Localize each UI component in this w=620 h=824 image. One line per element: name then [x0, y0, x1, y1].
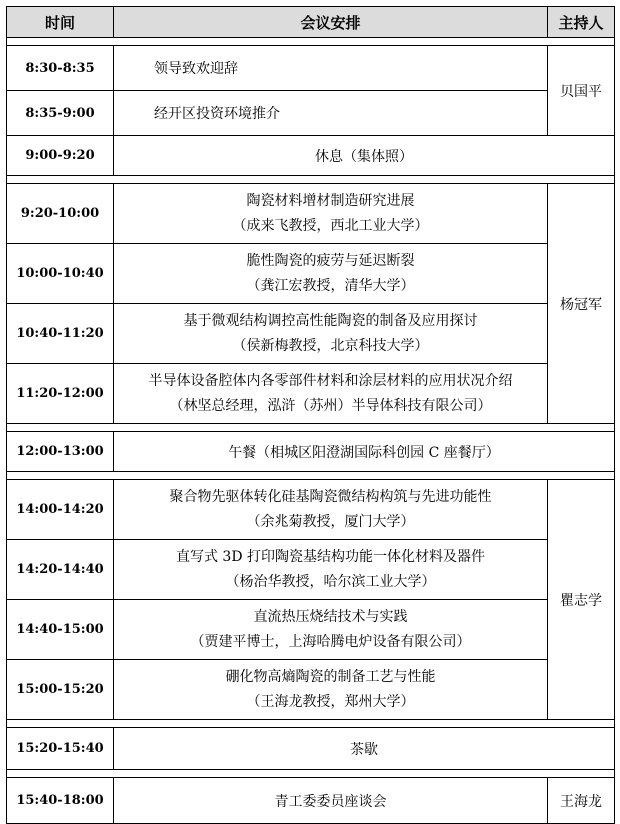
table-row: [7, 364, 615, 424]
table-row: [7, 432, 615, 472]
session-title: 直写式 3D 打印陶瓷基结构功能一体化材料及器件: [175, 548, 486, 565]
session-host: 贝国平: [548, 46, 615, 136]
header-agenda: 会议安排: [114, 7, 548, 38]
session-title: 硼化物高熵陶瓷的制备工艺与性能: [225, 668, 436, 685]
session-cell: [114, 540, 548, 600]
session-title: 陶瓷材料增材制造研究进展: [246, 192, 415, 209]
session-time: 15:20-15:40: [7, 728, 114, 770]
table-row: [7, 244, 615, 304]
table-row: [7, 91, 615, 136]
session-cell: [114, 480, 548, 540]
session-time: 15:00-15:20: [7, 660, 114, 720]
session-cell: [114, 184, 548, 244]
session-time: 11:20-12:00: [7, 364, 114, 424]
session-title: 青工委委员座谈会: [114, 778, 548, 824]
session-time: 10:00-10:40: [7, 244, 114, 304]
header-host: 主持人: [548, 7, 615, 38]
table-row: [7, 46, 615, 91]
session-title: 基于微观结构调控高性能陶瓷的制备及应用探讨: [183, 312, 478, 329]
session-speaker: （王海龙教授，郑州大学）: [246, 693, 415, 710]
session-cell: [114, 364, 548, 424]
session-time: 14:00-14:20: [7, 480, 114, 540]
table-row: [7, 304, 615, 364]
session-cell: [114, 244, 548, 304]
table-row: [7, 184, 615, 244]
session-host: 杨冠军: [548, 184, 615, 424]
spacer-row: [7, 424, 615, 432]
session-time: 9:00-9:20: [7, 136, 114, 176]
session-speaker: （贾建平博士，上海哈腾电炉设备有限公司）: [190, 633, 471, 650]
session-speaker: （成来飞教授，西北工业大学）: [232, 217, 429, 234]
session-time: 12:00-13:00: [7, 432, 114, 472]
session-title: 茶歇: [114, 728, 615, 770]
session-speaker: （杨治华教授，哈尔滨工业大学）: [225, 573, 436, 590]
schedule-table: [6, 6, 614, 811]
session-title: 领导致欢迎辞: [114, 46, 548, 91]
session-speaker: （龚江宏教授，清华大学）: [246, 277, 415, 294]
session-title: 休息（集体照）: [114, 136, 615, 176]
table-row: [7, 660, 615, 720]
session-title: 半导体设备腔体内各零部件材料和涂层材料的应用状况介绍: [148, 372, 513, 389]
spacer-row: [7, 38, 615, 46]
session-host: 瞿志学: [548, 480, 615, 720]
session-speaker: （侯新梅教授，北京科技大学）: [232, 337, 429, 354]
session-time: 8:30-8:35: [7, 46, 114, 91]
session-title: 午餐（相城区阳澄湖国际科创园 C 座餐厅）: [114, 432, 615, 472]
session-title: 直流热压烧结技术与实践: [253, 608, 408, 625]
table-row: [7, 480, 615, 540]
session-cell: [114, 660, 548, 720]
session-speaker: （林坚总经理，泓浒（苏州）半导体科技有限公司）: [169, 397, 492, 414]
table-row: [7, 600, 615, 660]
session-time: 10:40-11:20: [7, 304, 114, 364]
session-time: 8:35-9:00: [7, 91, 114, 136]
table-row: [7, 728, 615, 770]
session-title: 脆性陶瓷的疲劳与延迟断裂: [246, 252, 415, 269]
session-host: 王海龙: [548, 778, 615, 824]
spacer-row: [7, 770, 615, 778]
session-time: 9:20-10:00: [7, 184, 114, 244]
header-time: 时间: [7, 7, 114, 38]
spacer-row: [7, 720, 615, 728]
session-title: 聚合物先驱体转化硅基陶瓷微结构构筑与先进功能性: [169, 488, 492, 505]
spacer-row: [7, 176, 615, 184]
session-time: 15:40-18:00: [7, 778, 114, 824]
session-cell: [114, 304, 548, 364]
session-time: 14:20-14:40: [7, 540, 114, 600]
session-title: 经开区投资环境推介: [114, 91, 548, 136]
spacer-row: [7, 472, 615, 480]
table-row: [7, 540, 615, 600]
session-speaker: （余兆菊教授，厦门大学）: [246, 513, 415, 530]
session-time: 14:40-15:00: [7, 600, 114, 660]
header-row: [7, 7, 615, 38]
session-cell: [114, 600, 548, 660]
table-row: [7, 136, 615, 176]
